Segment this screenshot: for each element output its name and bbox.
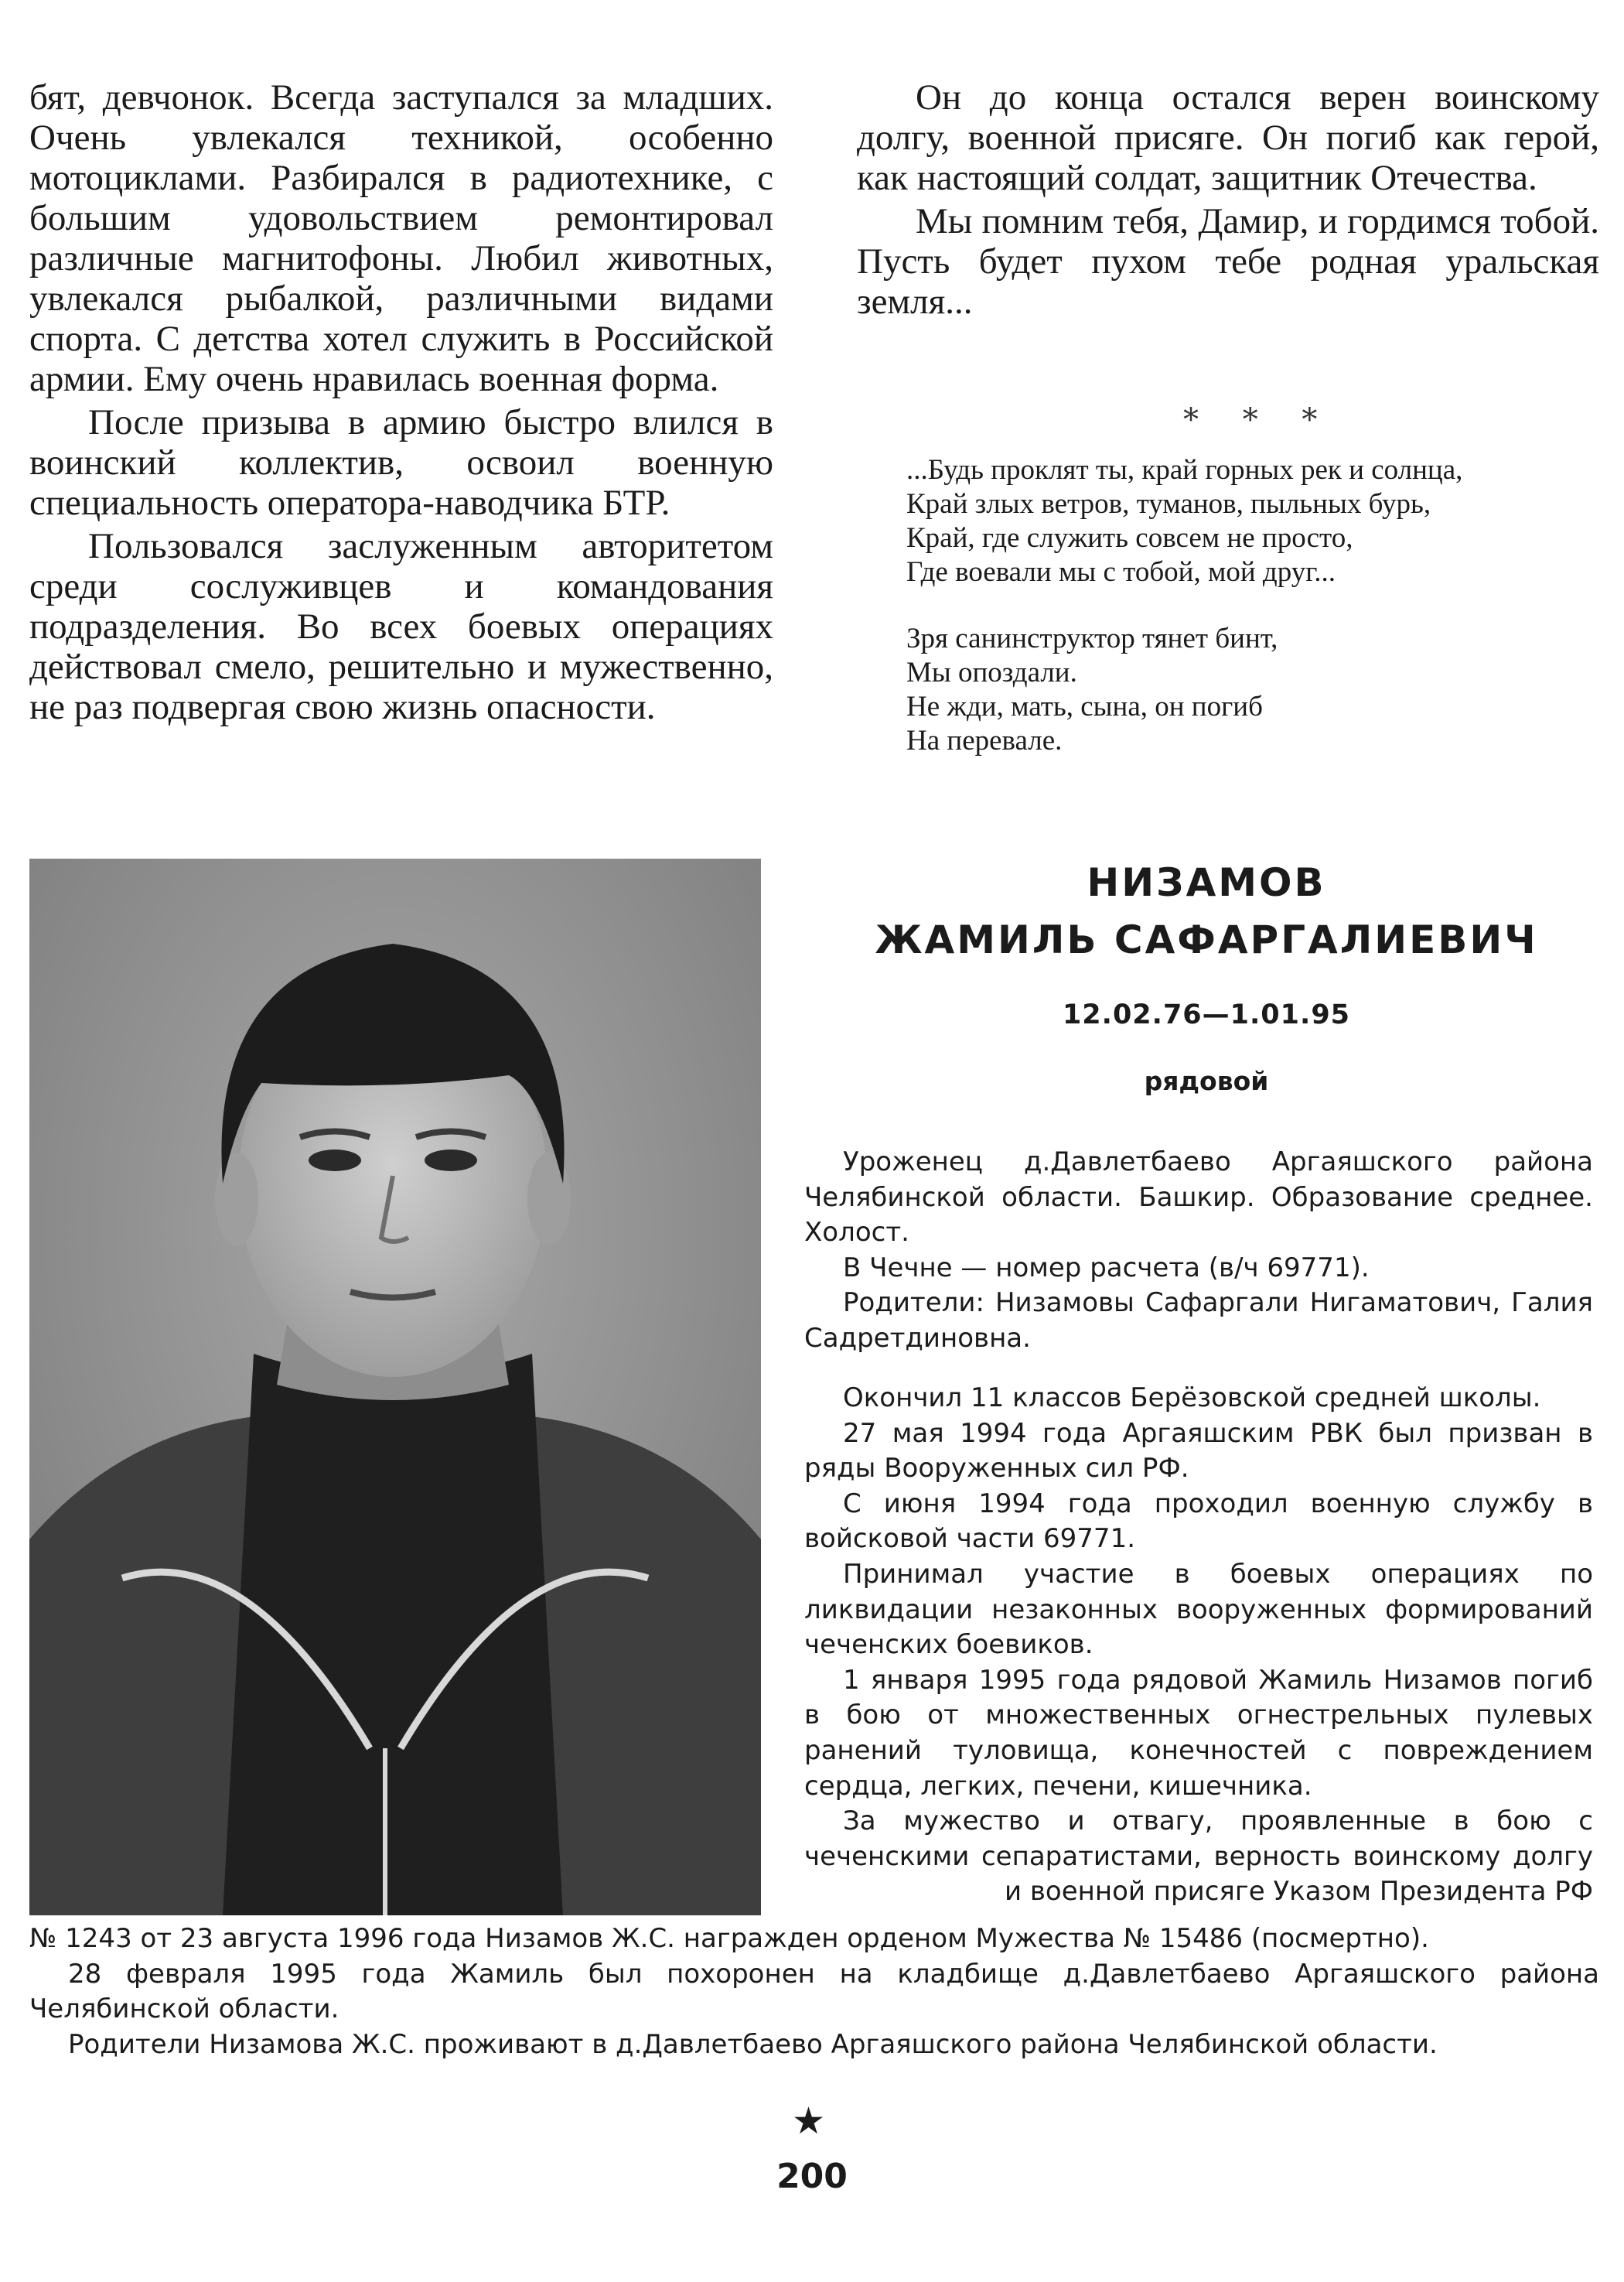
surname-heading: НИЗАМОВ — [1087, 860, 1326, 905]
bio-paragraph: Окончил 11 классов Берёзовской средней школы. — [843, 1382, 1541, 1413]
military-rank: рядовой — [1144, 1066, 1269, 1096]
info-paragraph: Родители: Низамовы Сафаргали Нигаматович, Галия Садретдиновна. — [804, 1287, 1593, 1354]
poem-line: Край злых ветров, туманов, пыльных бурь, — [906, 488, 1431, 520]
bio-paragraph: 1 января 1995 года рядовой Жамиль Низамов погиб в бою от множественных огнестрельных пулевых ранений туловища, конечностей с повреждением сердца, легких, печени, кишечника. — [804, 1664, 1593, 1802]
fullname-heading: ЖАМИЛЬ САФАРГАЛИЕВИЧ — [875, 917, 1538, 962]
poem-line: Мы опоздали. — [906, 657, 1077, 688]
paragraph: После призыва в армию быстро влился в воинский коллектив, освоил военную специальность оператора-наводчика БТР. — [29, 402, 773, 523]
paragraph: Пользовался заслуженным авторитетом среди сослуживцев и командования подразделения. Во всех боевых операциях действовал смело, решительно и мужественно, не раз подвергая свою жизнь опасности. — [29, 526, 773, 727]
poem — [906, 453, 1602, 758]
right-text-column — [857, 77, 1599, 325]
poem-line: ...Будь проклят ты, край горных рек и солнца, — [906, 454, 1463, 486]
poem-line: Не жди, мать, сына, он погиб — [906, 691, 1263, 723]
paragraph: Мы помним тебя, Дамир, и гордимся тобой. Пусть будет пухом тебе родная уральская земля... — [857, 201, 1599, 322]
bio-paragraph: Принимал участие в боевых операциях по ликвидации незаконных вооруженных формирований чеченских боевиков. — [804, 1558, 1593, 1661]
info-paragraph: В Чечне — номер расчета (в/ч 69771). — [843, 1252, 1370, 1283]
life-dates: 12.02.76—1.01.95 — [1062, 999, 1351, 1030]
bio-paragraph: 27 мая 1994 года Аргаяшским РВК был призван в ряды Вооруженных сил РФ. — [804, 1417, 1593, 1484]
bio-paragraph: За мужество и отвагу, проявленные в бою с чеченскими сепаратистами, верность воинскому долгу и военной присяге Указом Президента РФ — [804, 1805, 1593, 1908]
paragraph: Он до конца остался верен воинскому долгу, военной присяге. Он погиб как герой, как настоящий солдат, защитник Отечества. — [857, 77, 1599, 198]
info-paragraph: Уроженец д.Давлетбаево Аргаяшского района Челябинской области. Башкир. Образование среднее. Холост. — [804, 1146, 1593, 1249]
poem-line: Край, где служить совсем не просто, — [906, 522, 1353, 554]
biography — [804, 1381, 1593, 1910]
poem-line: Зря санинструктор тянет бинт, — [906, 623, 1278, 654]
separator-stars: * * * — [1183, 402, 1335, 438]
page-number: 200 — [776, 2157, 848, 2196]
personal-info — [804, 1145, 1593, 1357]
star-icon: ★ — [792, 2099, 826, 2143]
bio-paragraph: № 1243 от 23 августа 1996 года Низамов Ж.С. награжден орденом Мужества № 15486 (посмертно). — [29, 1923, 1429, 1954]
portrait-photo — [29, 859, 761, 1915]
poem-line: На перевале. — [906, 725, 1063, 757]
bio-paragraph: С июня 1994 года проходил военную службу в войсковой части 69771. — [804, 1488, 1593, 1555]
poem-line: Где воевали мы с тобой, мой друг... — [906, 556, 1336, 588]
bio-paragraph: Родители Низамова Ж.С. проживают в д.Давлетбаево Аргаяшского района Челябинской области. — [68, 2028, 1438, 2060]
bio-paragraph: 28 февраля 1995 года Жамиль был похоронен на кладбище д.Давлетбаево Аргаяшского района Челябинской области. — [29, 1958, 1599, 2025]
paragraph: бят, девчонок. Всегда заступался за младших. Очень увлекался техникой, особенно мотоциклами. Разбирался в радиотехнике, с большим удовольствием ремонтировал различные магнитофоны. Любил животных, увлекался рыбалкой, различными видами спорта. С детства хотел служить в Российской армии. Ему очень нравилась военная форма. — [29, 77, 773, 399]
left-text-column — [29, 77, 773, 730]
biography-continuation — [29, 1922, 1599, 2062]
